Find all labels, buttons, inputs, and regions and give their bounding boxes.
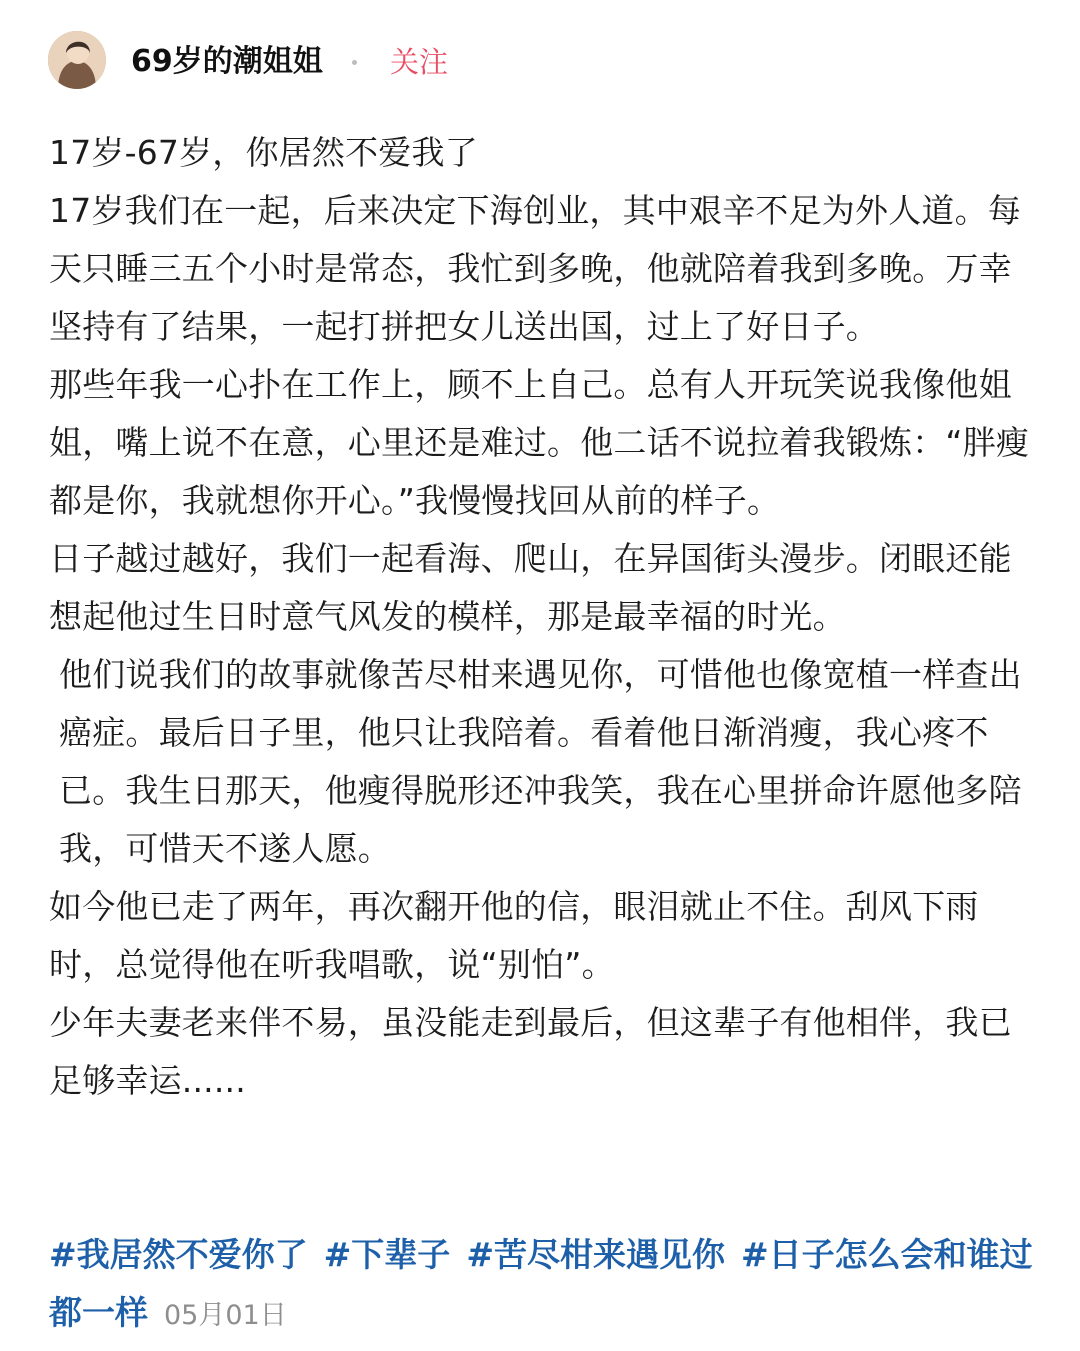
post-body: [49, 124, 1034, 1110]
post-paragraph: 那些年我一心扑在工作上，顾不上自己。总有人开玩笑说我像他姐姐，嘴上说不在意，心里还是难过。他二话不说拉着我锻炼：“胖瘦都是你，我就想你开心。”我慢慢找回从前的样子。: [49, 365, 1030, 520]
user-avatar-icon: [48, 31, 106, 89]
post-title: 17岁-67岁，你居然不爱我了: [49, 133, 478, 172]
separator-dot: [352, 60, 357, 65]
hashtag-link[interactable]: #我居然不爱你了: [49, 1235, 308, 1274]
avatar[interactable]: [48, 31, 106, 89]
post-paragraph: 17岁我们在一起，后来决定下海创业，其中艰辛不足为外人道。每天只睡三五个小时是常态，我忙到多晚，他就陪着我到多晚。万幸坚持有了结果，一起打拼把女儿送出国，过上了好日子。: [49, 191, 1021, 346]
post-paragraph: 如今他已走了两年，再次翻开他的信，眼泪就止不住。刮风下雨时，总觉得他在听我唱歌，说“别怕”。: [49, 887, 979, 984]
username[interactable]: 69岁的潮姐姐: [131, 44, 323, 79]
post-paragraph: 日子越过越好，我们一起看海、爬山，在异国街头漫步。闭眼还能想起他过生日时意气风发的模样，那是最幸福的时光。: [49, 539, 1012, 636]
hashtag-link[interactable]: #下辈子: [323, 1235, 451, 1274]
post-paragraph: 少年夫妻老来伴不易，虽没能走到最后，但这辈子有他相伴，我已足够幸运......: [49, 1003, 1012, 1100]
post-paragraph: 他们说我们的故事就像苦尽柑来遇见你，可惜他也像宽植一样查出癌症。最后日子里，他只让我陪着。看着他日渐消瘦，我心疼不已。我生日那天，他瘦得脱形还冲我笑，我在心里拼命许愿他多陪我，可惜天不遂人愿。: [59, 655, 1022, 868]
post-footer: [49, 1226, 1034, 1345]
hashtag-link[interactable]: #苦尽柑来遇见你: [466, 1235, 725, 1274]
post-header: [0, 0, 1080, 120]
post-date: 05月01日: [164, 1300, 287, 1331]
hashtag-link[interactable]: #日子怎么会和谁过都一样: [49, 1235, 1033, 1332]
follow-button[interactable]: 关注: [390, 45, 449, 79]
